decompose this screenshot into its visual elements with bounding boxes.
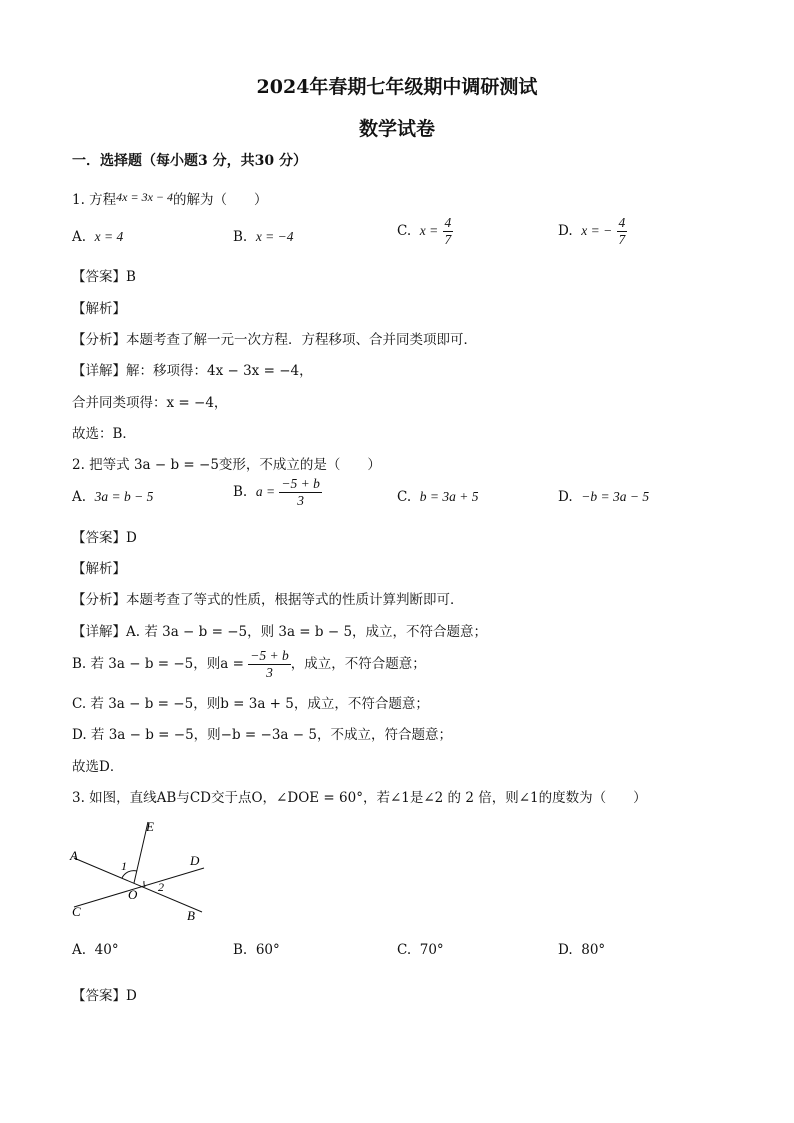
option-text: 70° xyxy=(419,942,444,958)
q1-suffix: 的解为（ ） xyxy=(173,192,268,208)
q1-prefix: 1. 方程 xyxy=(72,192,117,208)
label-angle-2: 2 xyxy=(158,880,164,894)
question-3-stem: 3. 如图，直线AB与CD交于点O，∠DOE = 60°，若∠1是∠2 的 2 倍，则∠1的度数为（ ） xyxy=(72,790,647,806)
q2-detail-a: 【详解】A. 若 3a − b = −5，则 3a = b − 5，成立，不符合题意； xyxy=(72,624,488,640)
q1-option-b xyxy=(233,229,294,245)
option-text: x = − xyxy=(581,223,613,238)
q2-option-a xyxy=(72,489,153,505)
q2-option-c xyxy=(397,489,478,505)
detail-b-text: B. 若 3a − b = −5，则a = xyxy=(72,656,244,672)
q1-option-d xyxy=(558,215,627,248)
q2-option-d xyxy=(558,489,649,505)
question-1-stem xyxy=(72,188,268,208)
option-label: A. xyxy=(72,489,87,505)
q1-detail-3: 故选：B． xyxy=(72,426,136,442)
q2-option-b xyxy=(233,476,322,509)
q3-option-d xyxy=(558,942,605,958)
option-label: D. xyxy=(558,489,573,505)
detail-b-post: ，成立，不符合题意； xyxy=(290,656,426,672)
label-angle-1: 1 xyxy=(121,859,127,873)
q2-fenxi: 【分析】本题考查了等式的性质，根据等式的性质计算判断即可． xyxy=(72,592,464,608)
option-text: x = xyxy=(419,223,439,238)
option-label: B. xyxy=(233,229,248,245)
label-o: O xyxy=(128,887,138,902)
option-text: 80° xyxy=(581,942,606,958)
q3-option-a xyxy=(72,942,119,958)
q1-equation: 4x = 3x − 4 xyxy=(116,190,174,204)
q3-geometry-figure xyxy=(66,815,216,925)
option-text: a = xyxy=(255,484,276,499)
option-label: C. xyxy=(397,489,412,505)
question-2-stem: 2. 把等式 3a − b = −5变形，不成立的是（ ） xyxy=(72,457,381,473)
label-e: E xyxy=(146,819,154,834)
option-text: 3a = b − 5 xyxy=(94,489,154,504)
q2-answer: 【答案】D xyxy=(72,530,137,546)
option-text: x = 4 xyxy=(94,229,124,244)
option-label: A. xyxy=(72,229,87,245)
option-label: A. xyxy=(72,942,87,958)
label-a: A xyxy=(70,848,78,863)
option-text: 60° xyxy=(255,942,280,958)
q1-detail-1: 【详解】解：移项得：4x − 3x = −4， xyxy=(72,363,313,379)
option-label: C. xyxy=(397,223,412,239)
fraction: $\frac{4}{7}$ xyxy=(444,215,452,247)
q1-option-a xyxy=(72,229,123,245)
option-text: 40° xyxy=(94,942,119,958)
option-text: b = 3a + 5 xyxy=(419,489,479,504)
page-subtitle: 数学试卷 xyxy=(358,118,435,140)
line-cd xyxy=(74,868,204,907)
q1-option-c xyxy=(397,215,453,248)
q2-detail-d: D. 若 3a − b = −5，则−b = −3a − 5，不成立，符合题意； xyxy=(72,727,452,743)
q3-option-b xyxy=(233,942,280,958)
q3-option-c xyxy=(397,942,444,958)
option-label: D. xyxy=(558,942,573,958)
option-text: −b = 3a − 5 xyxy=(581,489,650,504)
option-label: B. xyxy=(233,484,248,500)
q1-analysis-tag: 【解析】 xyxy=(72,301,126,317)
fraction: $\frac{-5 + b}{3}$ xyxy=(250,648,289,680)
q2-analysis-tag: 【解析】 xyxy=(72,561,126,577)
q3-answer: 【答案】D xyxy=(72,988,137,1004)
angle-2-arc xyxy=(144,881,145,887)
page-title: 2024年春期七年级期中调研测试 xyxy=(256,76,538,98)
q2-detail-c: C. 若 3a − b = −5，则b = 3a + 5，成立，不符合题意； xyxy=(72,696,429,712)
q1-fenxi: 【分析】本题考查了解一元一次方程．方程移项、合并同类项即可． xyxy=(72,332,477,348)
label-b: B xyxy=(187,908,195,923)
option-label: D. xyxy=(558,223,573,239)
q1-detail-2: 合并同类项得：x = −4， xyxy=(72,395,228,411)
q2-detail-b xyxy=(72,648,426,681)
label-c: C xyxy=(72,904,81,919)
fraction: $\frac{4}{7}$ xyxy=(618,215,626,247)
option-label: C. xyxy=(397,942,412,958)
option-label: B. xyxy=(233,942,248,958)
option-text: x = −4 xyxy=(255,229,294,244)
q2-conclusion: 故选D． xyxy=(72,759,124,775)
q1-answer: 【答案】B xyxy=(72,269,136,285)
section-heading: 一．选择题（每小题3 分，共30 分） xyxy=(72,153,307,169)
label-d: D xyxy=(190,853,200,868)
fraction: $\frac{-5 + b}{3}$ xyxy=(281,476,320,508)
